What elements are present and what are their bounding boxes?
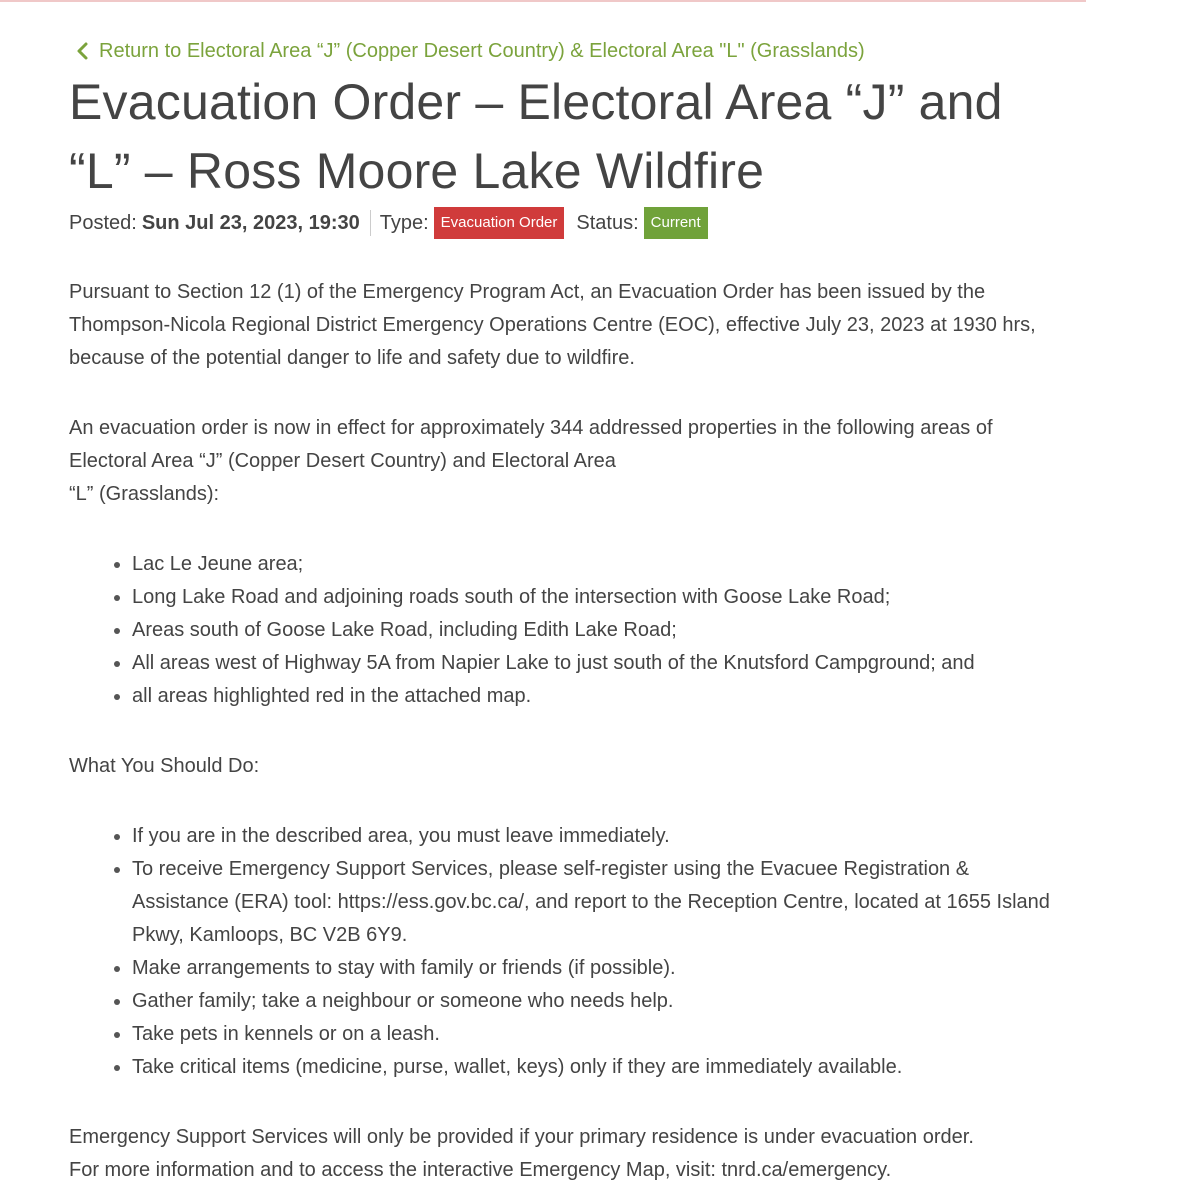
list-item: • To receive Emergency Support Services, please self-register using the Evacuee Registration & Assistance (ERA) tool: https://ess.gov.bc.ca/, and report to the Reception Centre, located at 1655 Island Pkwy, Kamloops, BC V2B 6Y9. xyxy=(132,853,1059,952)
status-label: Status: xyxy=(576,211,639,234)
type-badge: Evacuation Order xyxy=(434,207,565,239)
areas-intro-line-2: “L” (Grasslands): xyxy=(69,483,220,505)
posted-label: Posted: xyxy=(69,211,137,234)
actions-list xyxy=(69,820,1059,1084)
list-item: • All areas west of Highway 5A from Napier Lake to just south of the Knutsford Campground; and xyxy=(132,647,1059,680)
chevron-left-icon xyxy=(75,41,91,61)
meta-separator xyxy=(370,210,371,236)
intro-paragraph: Pursuant to Section 12 (1) of the Emergency Program Act, an Evacuation Order has been issued by the Thompson-Nicola Regional District Emergency Operations Centre (EOC), effective July 23, 2023 at 1930 hrs, because of the potential danger to life and safety due to wildfire. xyxy=(69,281,1036,369)
back-link[interactable] xyxy=(75,38,865,64)
closing-paragraph xyxy=(69,1121,1059,1187)
list-item: • Make arrangements to stay with family or friends (if possible). xyxy=(132,952,1059,985)
list-item: • Long Lake Road and adjoining roads south of the intersection with Goose Lake Road; xyxy=(132,581,1059,614)
areas-intro-line-1: An evacuation order is now in effect for approximately 344 addressed properties in the following areas of Electoral Area “J” (Copper Desert Country) and Electoral Area xyxy=(69,417,993,472)
back-link-label[interactable]: Return to Electoral Area “J” (Copper Desert Country) & Electoral Area "L" (Grasslands) xyxy=(99,40,865,62)
status-badge: Current xyxy=(644,207,708,239)
list-item: • If you are in the described area, you must leave immediately. xyxy=(132,820,1059,853)
what-to-do-heading: What You Should Do: xyxy=(69,755,260,777)
list-item: • Take pets in kennels or on a leash. xyxy=(132,1018,1059,1051)
post-meta xyxy=(69,206,720,240)
areas-intro-paragraph xyxy=(69,412,1059,511)
list-item: • Take critical items (medicine, purse, wallet, keys) only if they are immediately available. xyxy=(132,1051,1059,1084)
page-title: Evacuation Order – Electoral Area “J” and “L” – Ross Moore Lake Wildfire xyxy=(69,74,1003,199)
list-item: • Areas south of Goose Lake Road, including Edith Lake Road; xyxy=(132,614,1059,647)
list-item: • Lac Le Jeune area; xyxy=(132,548,1059,581)
closing-line-2: For more information and to access the interactive Emergency Map, visit: tnrd.ca/emergency. xyxy=(69,1159,892,1181)
list-item: • Gather family; take a neighbour or someone who needs help. xyxy=(132,985,1059,1018)
type-label: Type: xyxy=(379,211,429,234)
affected-areas-list xyxy=(69,548,1059,713)
closing-line-1: Emergency Support Services will only be provided if your primary residence is under evacuation order. xyxy=(69,1126,974,1148)
list-item: • all areas highlighted red in the attached map. xyxy=(132,680,1059,713)
article-body xyxy=(69,276,1059,1187)
top-divider xyxy=(0,0,1086,2)
posted-date: Sun Jul 23, 2023, 19:30 xyxy=(141,211,360,234)
